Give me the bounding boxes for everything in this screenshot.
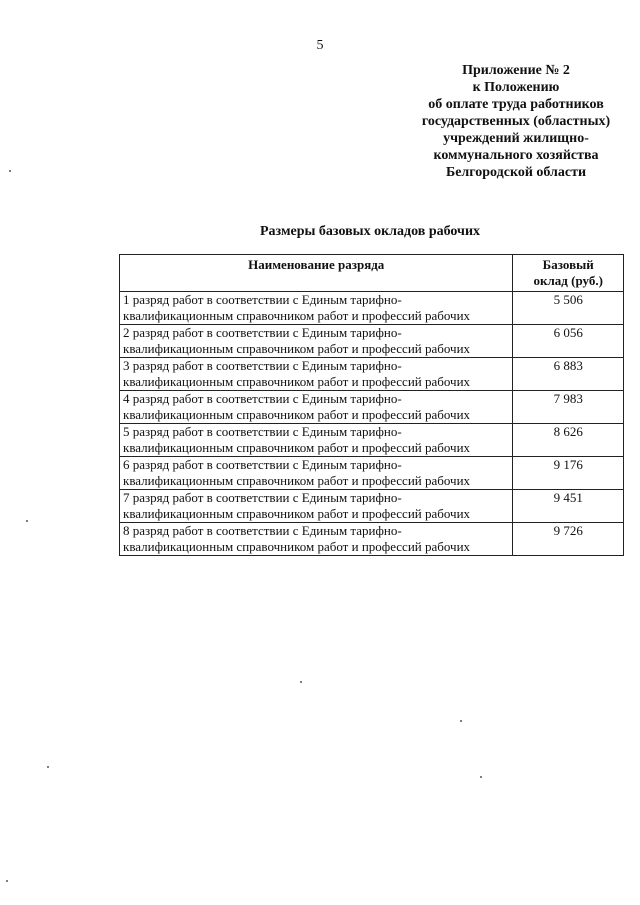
grade-name-line: квалификационным справочником работ и профессий рабочих bbox=[123, 539, 471, 554]
salary-cell: 9 176 bbox=[513, 457, 624, 490]
scan-speck bbox=[9, 170, 11, 172]
appendix-line: об оплате труда работников bbox=[428, 97, 604, 112]
salary-cell: 9 726 bbox=[513, 523, 624, 556]
grade-name-cell bbox=[120, 391, 513, 424]
grade-name-line: квалификационным справочником работ и профессий рабочих bbox=[123, 440, 471, 455]
salary-cell: 5 506 bbox=[513, 292, 624, 325]
grade-name-cell bbox=[120, 523, 513, 556]
scan-speck bbox=[6, 880, 8, 882]
table-row bbox=[120, 325, 624, 358]
grade-name-line: квалификационным справочником работ и профессий рабочих bbox=[123, 374, 471, 389]
table-title: Размеры базовых окладов рабочих bbox=[259, 224, 481, 239]
grade-name-line: 1 разряд работ в соответствии с Единым тарифно- bbox=[123, 292, 402, 307]
table-row bbox=[120, 391, 624, 424]
salary-cell: 6 883 bbox=[513, 358, 624, 391]
salary-table bbox=[119, 254, 624, 556]
grade-name-line: квалификационным справочником работ и профессий рабочих bbox=[123, 473, 471, 488]
grade-name-cell bbox=[120, 358, 513, 391]
grade-name-line: 3 разряд работ в соответствии с Единым тарифно- bbox=[123, 358, 402, 373]
appendix-line: учреждений жилищно- bbox=[443, 131, 589, 146]
grade-name-line: квалификационным справочником работ и профессий рабочих bbox=[123, 341, 471, 356]
scan-speck bbox=[47, 766, 49, 768]
table-row bbox=[120, 292, 624, 325]
appendix-line: Приложение № 2 bbox=[462, 63, 570, 78]
grade-name-line: квалификационным справочником работ и профессий рабочих bbox=[123, 407, 471, 422]
grade-name-line: 7 разряд работ в соответствии с Единым тарифно- bbox=[123, 490, 402, 505]
column-header-salary-line: оклад (руб.) bbox=[533, 273, 603, 288]
table-row bbox=[120, 490, 624, 523]
scan-speck bbox=[480, 776, 482, 778]
table-row bbox=[120, 358, 624, 391]
grade-name-cell bbox=[120, 457, 513, 490]
appendix-line: коммунального хозяйства bbox=[433, 148, 599, 163]
grade-name-cell bbox=[120, 424, 513, 457]
salary-cell: 9 451 bbox=[513, 490, 624, 523]
grade-name-line: 6 разряд работ в соответствии с Единым тарифно- bbox=[123, 457, 402, 472]
table-row bbox=[120, 457, 624, 490]
appendix-line: государственных (областных) bbox=[421, 114, 611, 129]
grade-name-cell bbox=[120, 325, 513, 358]
table-row bbox=[120, 523, 624, 556]
appendix-line: к Положению bbox=[472, 80, 560, 95]
column-header-salary-line: Базовый bbox=[542, 257, 594, 272]
scan-speck bbox=[26, 520, 28, 522]
grade-name-cell bbox=[120, 490, 513, 523]
appendix-header bbox=[400, 62, 632, 181]
table-row bbox=[120, 424, 624, 457]
scan-speck bbox=[460, 720, 462, 722]
page-number: 5 bbox=[316, 38, 324, 53]
grade-name-line: 5 разряд работ в соответствии с Единым тарифно- bbox=[123, 424, 402, 439]
grade-name-cell bbox=[120, 292, 513, 325]
grade-name-line: квалификационным справочником работ и профессий рабочих bbox=[123, 308, 471, 323]
appendix-line: Белгородской области bbox=[445, 165, 587, 180]
salary-cell: 8 626 bbox=[513, 424, 624, 457]
grade-name-line: 4 разряд работ в соответствии с Единым тарифно- bbox=[123, 391, 402, 406]
column-header-name: Наименование разряда bbox=[120, 255, 513, 292]
column-header-salary bbox=[513, 255, 624, 292]
table-header-row bbox=[120, 255, 624, 292]
grade-name-line: 8 разряд работ в соответствии с Единым тарифно- bbox=[123, 523, 402, 538]
grade-name-line: 2 разряд работ в соответствии с Единым тарифно- bbox=[123, 325, 402, 340]
grade-name-line: квалификационным справочником работ и профессий рабочих bbox=[123, 506, 471, 521]
salary-cell: 6 056 bbox=[513, 325, 624, 358]
scan-speck bbox=[300, 681, 302, 683]
salary-cell: 7 983 bbox=[513, 391, 624, 424]
